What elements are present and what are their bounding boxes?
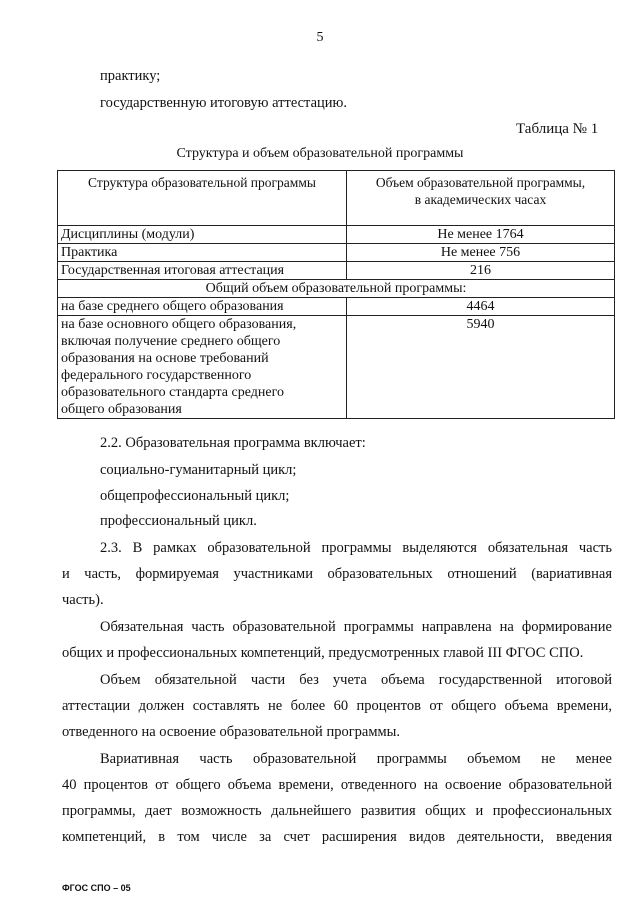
- total-row-label-line: федерального государственного: [61, 368, 252, 383]
- body-line: 2.3. В рамках образовательной программы выделяются обязательная часть: [100, 540, 612, 556]
- body-line: 2.2. Образовательная программа включает:: [100, 435, 366, 451]
- body-line: профессиональный цикл.: [100, 513, 257, 529]
- table-row: [58, 316, 615, 419]
- body-line: и часть, формируемая участниками образовательных отношений (вариативная: [62, 566, 612, 582]
- total-row-label: [58, 316, 347, 419]
- table-row: [58, 262, 615, 280]
- table-total-title-row: [58, 280, 615, 298]
- body-line: общепрофессиональный цикл;: [100, 488, 290, 504]
- total-row-label-line: образования на основе требований: [61, 351, 269, 366]
- row-value: Не менее 756: [347, 244, 615, 262]
- total-row-label-line: образовательного стандарта среднего: [61, 385, 284, 400]
- total-row-label-line: включая получение среднего общего: [61, 334, 281, 349]
- body-line: Вариативная часть образовательной программы объемом не менее: [100, 751, 612, 767]
- body-line: часть).: [62, 592, 104, 608]
- body-line: компетенций, в том числе за счет расширения видов деятельности, введения: [62, 829, 612, 845]
- row-value: 216: [347, 262, 615, 280]
- body-line: Обязательная часть образовательной программы направлена на формирование: [100, 619, 612, 635]
- table-row: [58, 298, 615, 316]
- table-row: [58, 226, 615, 244]
- row-label: Дисциплины (модули): [58, 226, 347, 244]
- total-row-value: 5940: [347, 316, 615, 419]
- row-label: Практика: [58, 244, 347, 262]
- header-col-volume-line: Объем образовательной программы,: [375, 175, 586, 190]
- total-row-label-line: на базе среднего общего образования: [61, 299, 284, 314]
- intro-line: практику;: [100, 68, 161, 84]
- header-col-structure: Структура образовательной программы: [58, 171, 347, 226]
- page-number: 5: [316, 30, 324, 45]
- structure-table: [57, 170, 615, 419]
- total-row-label-line: на базе основного общего образования,: [61, 317, 297, 332]
- total-row-label-line: общего образования: [61, 402, 182, 417]
- table-header-row: [58, 171, 615, 226]
- table-title: Структура и объем образовательной программы: [176, 146, 464, 161]
- header-col-volume-line: в академических часах: [414, 192, 547, 207]
- intro-line: государственную итоговую аттестацию.: [100, 95, 347, 111]
- table-row: [58, 244, 615, 262]
- total-title: Общий объем образовательной программы:: [58, 280, 615, 298]
- total-row-value: 4464: [347, 298, 615, 316]
- body-line: 40 процентов от общего объема времени, отведенного на освоение образовательной: [62, 777, 612, 793]
- body-line: программы, дает возможность дальнейшего развития общих и профессиональных: [62, 803, 612, 819]
- row-label: Государственная итоговая аттестация: [58, 262, 347, 280]
- total-row-label: [58, 298, 347, 316]
- row-value: Не менее 1764: [347, 226, 615, 244]
- body-line: общих и профессиональных компетенций, предусмотренных главой III ФГОС СПО.: [62, 645, 584, 661]
- body-line: Объем обязательной части без учета объема государственной итоговой: [100, 672, 612, 688]
- header-col-volume: [347, 171, 615, 226]
- body-line: аттестации должен составлять не более 60 процентов от общего объема времени,: [62, 698, 612, 714]
- footer-code: ФГОС СПО – 05: [62, 883, 131, 893]
- body-line: социально-гуманитарный цикл;: [100, 462, 297, 478]
- table-label: Таблица № 1: [516, 121, 599, 137]
- body-line: отведенного на освоение образовательной программы.: [62, 724, 401, 740]
